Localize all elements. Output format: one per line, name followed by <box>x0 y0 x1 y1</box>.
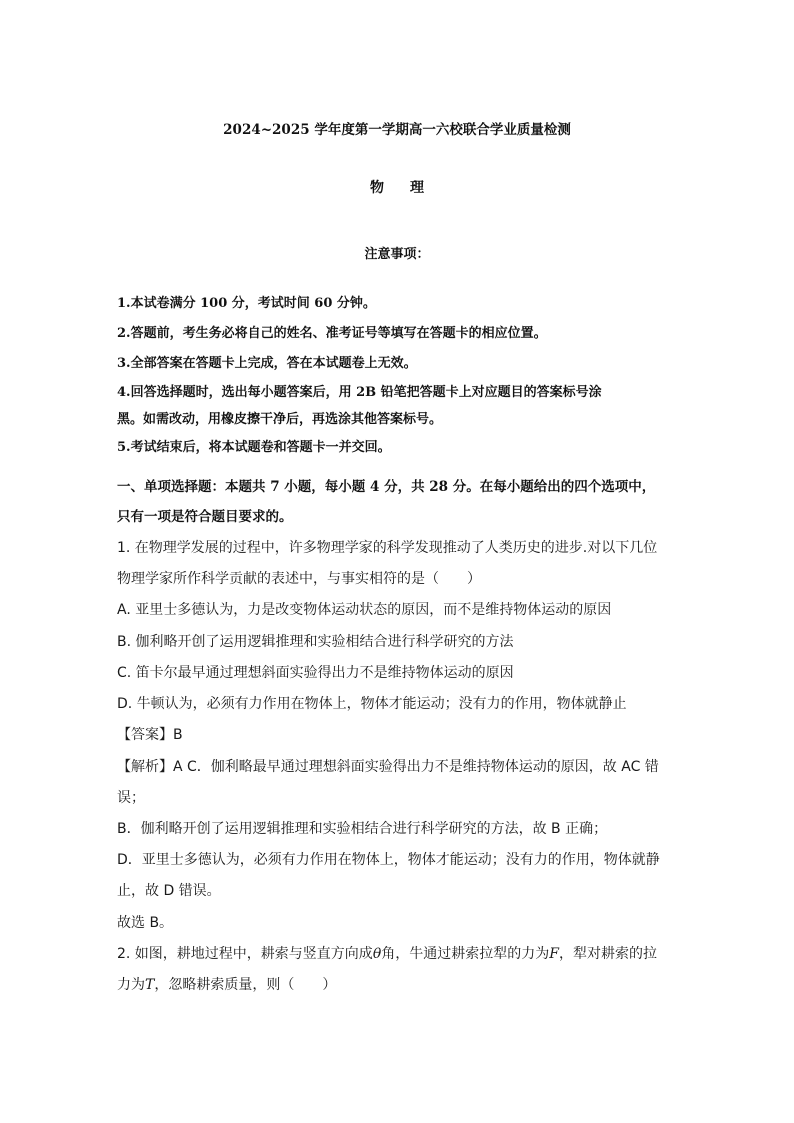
analysis-b: B．伽利略开创了运用逻辑推理和实验相结合进行科学研究的方法，故 B 正确； <box>117 821 608 837</box>
section-heading-cont: 只有一项是符合题目要求的。 <box>117 509 293 525</box>
option-b: B. 伽利略开创了运用逻辑推理和实验相结合进行科学研究的方法 <box>117 634 514 650</box>
question-2-stem <box>117 947 657 961</box>
section-heading: 一、单项选择题：本题共 7 小题，每小题 4 分，共 28 分。在每小题给出的四个选项中， <box>117 479 656 495</box>
exam-title: 2024~2025 学年度第一学期高一六校联合学业质量检测 <box>223 122 571 138</box>
analysis-text: A C．伽利略最早通过理想斜面实验得出力不是维持物体运动的原因，故 AC 错 <box>173 759 659 775</box>
q2-text-a: 2. 如图，耕地过程中，耕索与竖直方向成 <box>117 946 373 962</box>
notice-heading: 注意事项： <box>364 247 430 262</box>
analysis-d: D．亚里士多德认为，必须有力作用在物体上，物体才能运动；没有力的作用，物体就静 <box>117 852 660 868</box>
analysis-line <box>117 760 659 774</box>
option-a: A. 亚里士多德认为，力是改变物体运动状态的原因，而不是维持物体运动的原因 <box>117 602 612 618</box>
q2-text-c: ，犁对耕索的拉 <box>558 946 657 962</box>
q2-text-e: ，忽略耕索质量，则（ ） <box>154 977 337 993</box>
subject-title: 物理 <box>370 180 450 196</box>
notice-item: 黑。如需改动，用橡皮擦干净后，再选涂其他答案标号。 <box>117 412 443 427</box>
analysis-tag: 【解析】 <box>117 759 173 775</box>
force-f-symbol: F <box>549 946 559 962</box>
question-1-stem-cont: 物理学家所作科学贡献的表述中，与事实相符的是（ ） <box>117 571 481 587</box>
notice-item: 1.本试卷满分 100 分，考试时间 60 分钟。 <box>117 296 376 311</box>
notice-item: 5.考试结束后，将本试题卷和答题卡一并交回。 <box>117 440 391 455</box>
notice-item: 3.全部答案在答题卡上完成，答在本试题卷上无效。 <box>117 356 417 371</box>
question-2-stem-cont <box>117 978 336 992</box>
analysis-cont: 误； <box>117 790 145 806</box>
option-c: C. 笛卡尔最早通过理想斜面实验得出力不是维持物体运动的原因 <box>117 665 514 681</box>
notice-item: 4.回答选择题时，选出每小题答案后，用 2B 铅笔把答题卡上对应题目的答案标号涂 <box>117 385 602 400</box>
answer-line <box>117 728 183 742</box>
answer-tag: 【答案】 <box>117 727 173 743</box>
q2-text-b: 角，牛通过耕索拉犁的力为 <box>381 946 550 962</box>
conclusion: 故选 B。 <box>117 915 174 931</box>
tension-t-symbol: T <box>145 977 155 993</box>
q2-text-d: 力为 <box>117 977 145 993</box>
answer-value: B <box>173 727 183 743</box>
theta-symbol: θ <box>372 946 382 962</box>
analysis-d-cont: 止，故 D 错误。 <box>117 883 221 899</box>
question-1-stem: 1. 在物理学发展的过程中，许多物理学家的科学发现推动了人类历史的进步.对以下几位 <box>117 540 658 556</box>
option-d: D. 牛顿认为，必须有力作用在物体上，物体才能运动；没有力的作用，物体就静止 <box>117 696 627 712</box>
notice-item: 2.答题前，考生务必将自己的姓名、准考证号等填写在答题卡的相应位置。 <box>117 326 547 341</box>
